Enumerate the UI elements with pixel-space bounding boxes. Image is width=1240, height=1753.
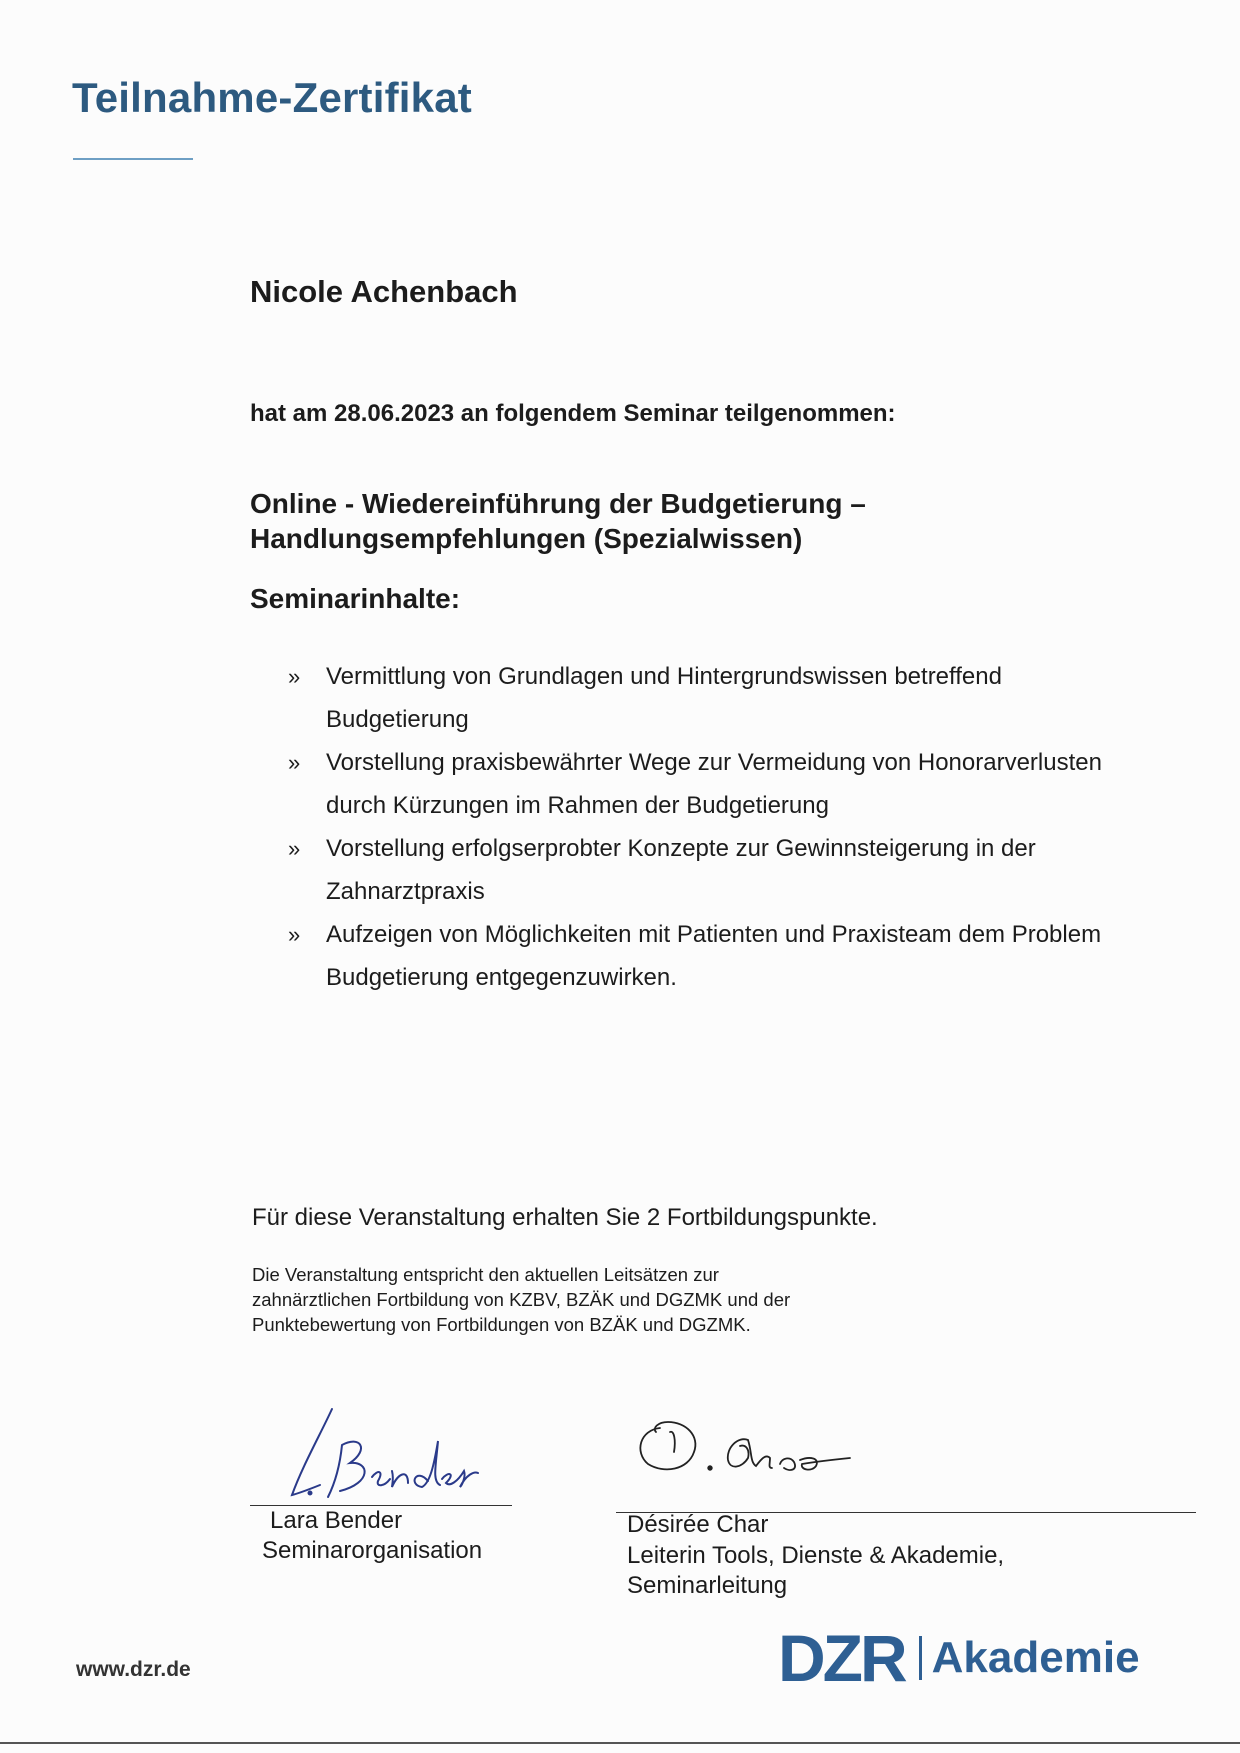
seminar-title-line: Online - Wiedereinführung der Budgetierung – xyxy=(250,488,866,519)
note-line: zahnärztlichen Fortbildung von KZBV, BZÄK und DGZMK und der xyxy=(252,1289,791,1310)
list-item-line: Aufzeigen von Möglichkeiten mit Patienten und Praxisteam dem Problem xyxy=(326,921,1102,948)
list-item-line: Vorstellung erfolgserprobter Konzepte zur Gewinnsteigerung in der xyxy=(326,835,1036,862)
list-item xyxy=(288,655,1168,741)
list-item xyxy=(288,741,1168,827)
accreditation-note xyxy=(252,1262,790,1337)
signatory-name-right: Désirée Char xyxy=(627,1511,769,1538)
website-url: www.dzr.de xyxy=(76,1658,191,1681)
note-line: Punktebewertung von Fortbildungen von BZÄK und DGZMK. xyxy=(252,1314,751,1335)
signatory-role-right xyxy=(627,1541,1004,1601)
note-line: Die Veranstaltung entspricht den aktuellen Leitsätzen zur xyxy=(252,1264,719,1285)
page-bottom-edge xyxy=(0,1742,1240,1744)
participant-name: Nicole Achenbach xyxy=(250,274,518,309)
list-item-line: Vorstellung praxisbewährter Wege zur Vermeidung von Honorarverlusten xyxy=(326,749,1102,776)
participation-statement: hat am 28.06.2023 an folgendem Seminar teilgenommen: xyxy=(250,400,896,427)
signature-line-left xyxy=(250,1505,512,1506)
list-item-line: durch Kürzungen im Rahmen der Budgetierung xyxy=(326,792,829,819)
signatory-role-line: Seminarleitung xyxy=(627,1572,788,1599)
seminar-contents-list xyxy=(288,655,1168,999)
dzr-akademie-logo xyxy=(778,1621,1140,1695)
list-item-line: Vermittlung von Grundlagen und Hintergrundswissen betreffend xyxy=(326,663,1002,690)
logo-divider xyxy=(919,1636,922,1680)
seminar-title-line: Handlungsempfehlungen (Spezialwissen) xyxy=(250,523,803,554)
list-item xyxy=(288,827,1168,913)
list-item-line: Budgetierung entgegenzuwirken. xyxy=(326,964,677,991)
signature-desiree-char xyxy=(630,1400,870,1500)
seminar-title xyxy=(250,486,866,556)
list-item-line: Budgetierung xyxy=(326,706,469,733)
bullet-marker-icon: » xyxy=(288,922,301,947)
certificate-title: Teilnahme-Zertifikat xyxy=(72,74,472,121)
logo-mark: DZR xyxy=(778,1621,905,1695)
contents-heading: Seminarinhalte: xyxy=(250,583,461,614)
signatory-name-left: Lara Bender xyxy=(270,1507,403,1534)
bullet-marker-icon: » xyxy=(288,750,301,775)
bullet-marker-icon: » xyxy=(288,836,301,861)
title-underline xyxy=(73,158,193,160)
bullet-marker-icon: » xyxy=(288,664,301,689)
list-item-line: Zahnarztpraxis xyxy=(326,878,485,905)
signature-lara-bender xyxy=(280,1405,480,1505)
signatory-role-line: Leiterin Tools, Dienste & Akademie, xyxy=(627,1542,1005,1569)
logo-text: Akademie xyxy=(931,1633,1140,1682)
training-points-statement: Für diese Veranstaltung erhalten Sie 2 Fortbildungspunkte. xyxy=(252,1204,878,1231)
list-item xyxy=(288,913,1168,999)
signatory-role-left: Seminarorganisation xyxy=(262,1537,483,1564)
